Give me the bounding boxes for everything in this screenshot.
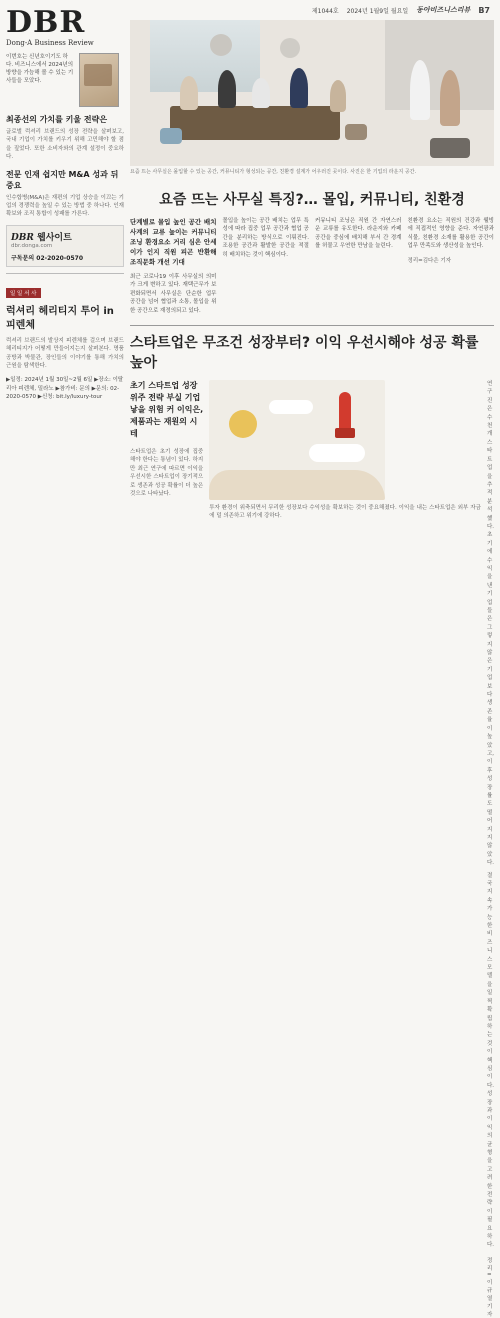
section2-body: 인수합병(M&A)은 재편의 기업 상승을 이끄는 기업의 경쟁력을 높일 수 있는 방법 중 하나다. 인재 확보와 조직 통합이 성패를 가른다. [6, 194, 124, 218]
headline-office-trends: 요즘 뜨는 사무실 특징?… 몰입, 커뮤니티, 친환경 [159, 192, 465, 208]
dbr-logo: DBR [6, 5, 86, 40]
left-column [6, 5, 124, 686]
story1-col1-text: 최근 코로나19 이후 사무실의 의미가 크게 변하고 있다. 재택근무가 보편화되면서 사무실은 단순한 업무 공간을 넘어 협업과 소통, 몰입을 위한 공간으로 재정의되고 있다. [130, 274, 217, 314]
story1-byline: 정리=김다은 기자 [407, 257, 452, 264]
photo-caption: 요즘 뜨는 사무실은 몰입할 수 있는 공간, 커뮤니티가 형성되는 공간, 친환경 설계가 어우러진 곳이다. 사진은 한 기업의 라운지 공간. [130, 169, 417, 175]
website-title-suffix: 웹사이트 [37, 232, 72, 243]
office-photo [130, 20, 494, 166]
page-number: B7 [478, 5, 490, 15]
story2-col1: 스타트업은 초기 성장에 집중해야 한다는 통념이 있다. 하지만 최근 연구에 따르면 이익을 우선시한 스타트업이 장기적으로 생존과 성공 확률이 더 높은 것으로 나타났다. [130, 449, 204, 498]
story1-deck: 단계별로 몰입 높인 공간 배치 사계의 교류 높이는 커뮤니티 조닝 환경요소 거리 심은 안세이가 인지 직원 피곤 반환해 조직문화 개선 기대 [130, 218, 217, 266]
website-title-prefix: DBR [11, 232, 34, 243]
story1-col3: 커뮤니티 조닝은 직원 간 자연스러운 교류를 유도한다. 라운지와 카페 공간을 중심에 배치해 부서 간 경계를 허물고 우연한 만남을 늘린다. [315, 218, 402, 250]
section-divider [130, 325, 494, 326]
story1-columns [130, 217, 494, 315]
section2-title: 전문 인재 쉽지만 M&A 성과 뒤 중요 [6, 169, 119, 190]
website-box [6, 225, 124, 267]
story1-col2: 몰입을 높이는 공간 배치는 업무 특성에 따라 집중 업무 공간과 협업 공간을 분리하는 방식으로 이뤄진다. 조용한 공간과 활발한 공간을 적절히 배치하는 것이 핵심이다. [222, 218, 309, 258]
story1-col4 [408, 217, 495, 315]
story2-col3: 연구진은 수천 개 스타트업을 추적 분석했다. 초기에 수익을 낸 기업들은 그렇지 않은 기업보다 생존율이 높았고, 이후 성장률도 떨어지지 않았다. [486, 381, 494, 867]
website-url[interactable]: dbr.donga.com [11, 242, 53, 249]
section1-title: 최종선의 가치를 키울 전략은 [6, 115, 108, 124]
story2-deck: 초기 스타트업 성장 위주 전략 부실 기업 낳을 위험 커 이익은, 제품과는 재원의 시테 [130, 381, 204, 439]
issue-summary [6, 53, 124, 107]
section1-body: 글로벌 럭셔리 브랜드의 성장 전략을 살펴보고, 국내 기업이 가치를 키우기 위해 고민해야 할 점을 짚었다. 또한 소비자와의 관계 설정이 중요하다. [6, 129, 124, 161]
story1-col4-text: 친환경 요소는 직원의 건강과 웰빙에 직접적인 영향을 준다. 자연광과 식물, 친환경 소재를 활용한 공간이 업무 만족도와 생산성을 높인다. [407, 218, 494, 250]
story2-byline: 정리=이규열 기자 [486, 1257, 493, 1318]
main-content [130, 20, 494, 1318]
divider [6, 273, 124, 274]
story2-intro [130, 380, 203, 1318]
issue-description: 이번호는 신년호이기도 하다. 비즈니스에서 2024년의 방향을 가늠해 볼 수 있는 기사들을 모았다. [6, 54, 74, 84]
issue-date: 2024년 1월9일 월요일 [346, 7, 409, 15]
magazine-cover-image [79, 53, 119, 107]
dbr-logo-subtitle: Dong-A Business Review [6, 39, 94, 47]
story2 [130, 380, 494, 1318]
tour-body: 럭셔리 브랜드의 발상지 피렌체를 걸으며 브랜드 헤리티지가 어떻게 만들어지는지 살펴본다. 명품 공방과 박물관, 장인들의 이야기를 통해 가치의 근원을 탐색한다. [6, 337, 124, 370]
tour-title: 럭셔리 헤리티지 투어 in 피렌체 [6, 305, 114, 331]
headline-startup: 스타트업은 무조건 성장부터? 이익 우선시해야 성공 확률 높아 [130, 335, 479, 372]
story2-illustration-col [209, 380, 481, 1318]
tour-details: ▶일정: 2024년 1월 30일~2월 6일 ▶장소: 이탈리아 피렌체, 밀라노 ▶참가비: 문의 ▶문의: 02-2020-0570 ▶신청: bit.ly/luxury-tour [6, 377, 124, 401]
story2-col2: 투자 환경이 위축되면서 무리한 성장보다 수익성을 확보하는 것이 중요해졌다. 이익을 내는 스타트업은 외부 자금에 덜 의존하고 위기에 강하다. [209, 505, 481, 520]
header-brand: 동아비즈니스리뷰 [416, 5, 471, 14]
issue-number: 제1044호 [311, 7, 339, 15]
story1-col1 [130, 217, 217, 315]
rocket-illustration [209, 380, 385, 500]
subscription-phone: 구독문의 02-2020-0570 [11, 254, 84, 262]
story2-right [487, 380, 494, 1318]
column-tag: 일 일 서 사 [6, 288, 41, 298]
story2-col4: 결국 지속 가능한 비즈니스 모델을 일찍 확립하는 것이 핵심이다. 성장과 이익의 균형을 고려한 전략이 필요하다. [486, 872, 494, 1249]
website-title [11, 230, 119, 243]
